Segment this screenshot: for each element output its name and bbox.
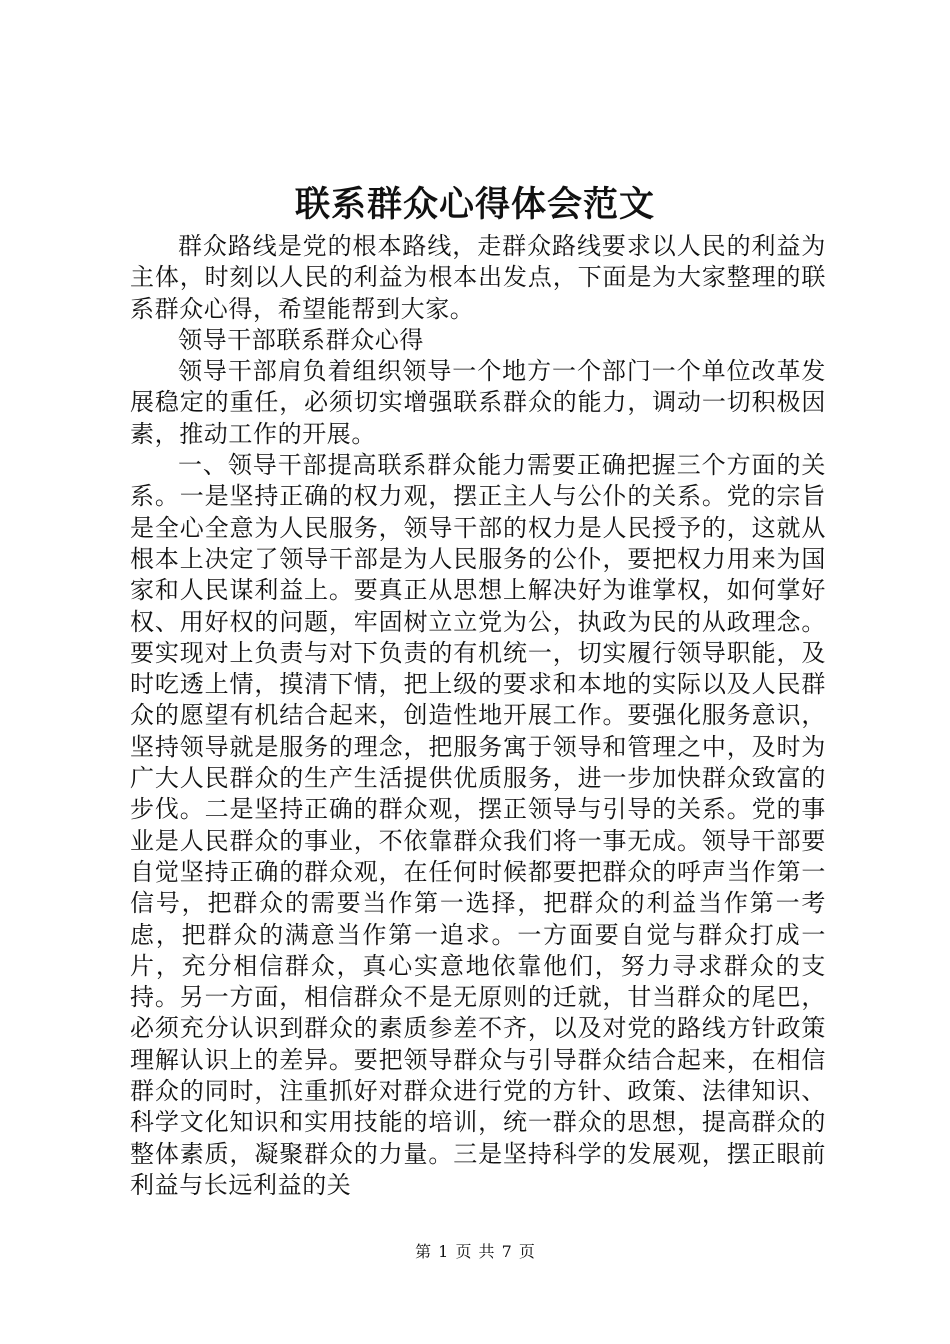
body-paragraph: 领导干部肩负着组织领导一个地方一个部门一个单位改革发展稳定的重任，必须切实增强联系群众的能力，调动一切积极因素，推动工作的开展。 [130, 357, 826, 448]
document-title: 联系群众心得体会范文 [294, 185, 655, 225]
page-number: 第 1 页 共 7 页 [415, 1242, 535, 1261]
document-body [130, 231, 826, 1201]
intro-paragraph: 群众路线是党的根本路线，走群众路线要求以人民的利益为主体，时刻以人民的利益为根本出发点，下面是为大家整理的联系群众心得，希望能帮到大家。 [130, 232, 826, 323]
section-heading: 领导干部联系群众心得 [178, 325, 424, 354]
page-footer [0, 1240, 950, 1264]
body-paragraph: 一、领导干部提高联系群众能力需要正确把握三个方面的关系。一是坚持正确的权力观，摆正主人与公仆的关系。党的宗旨是全心全意为人民服务，领导干部的权力是人民授予的，这就从根本上决定了领导干部是为人民服务的公仆，要把权力用来为国家和人民谋利益上。要真正从思想上解决好为谁掌权，如何掌好权、用好权的问题，牢固树立立党为公，执政为民的从政理念。要实现对上负责与对下负责的有机统一，切实履行领导职能，及时吃透上情，摸清下情，把上级的要求和本地的实际以及人民群众的愿望有机结合起来，创造性地开展工作。要强化服务意识，坚持领导就是服务的理念，把服务寓于领导和管理之中，及时为广大人民群众的生产生活提供优质服务，进一步加快群众致富的步伐。二是坚持正确的群众观，摆正领导与引导的关系。党的事业是人民群众的事业，不依靠群众我们将一事无成。领导干部要自觉坚持正确的群众观，在任何时候都要把群众的呼声当作第一信号，把群众的需要当作第一选择，把群众的利益当作第一考虑，把群众的满意当作第一追求。一方面要自觉与群众打成一片，充分相信群众，真心实意地依靠他们，努力寻求群众的支持。另一方面，相信群众不是无原则的迁就，甘当群众的尾巴，必须充分认识到群众的素质参差不齐，以及对党的路线方针政策理解认识上的差异。要把领导群众与引导群众结合起来，在相信群众的同时，注重抓好对群众进行党的方针、政策、法律知识、科学文化知识和实用技能的培训，统一群众的思想，提高群众的整体素质，凝聚群众的力量。三是坚持科学的发展观，摆正眼前利益与长远利益的关 [130, 451, 826, 1199]
